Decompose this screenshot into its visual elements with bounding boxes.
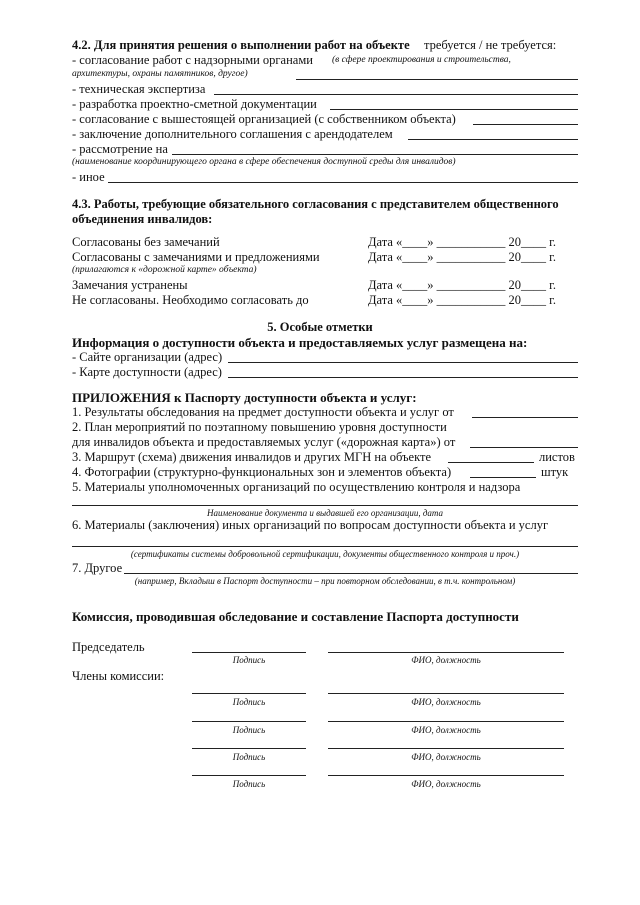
blank-line[interactable] [72, 505, 578, 506]
section-4-3-title-2: объединения инвалидов: [72, 212, 213, 226]
item-design-docs: - разработка проектно-сметной документации [72, 97, 317, 111]
signature-caption: Подпись [232, 752, 266, 762]
approval-row-date[interactable]: Дата «____» ___________ 20____ г. [368, 278, 557, 292]
appendix-7: 7. Другое [72, 561, 123, 575]
section-4-2-title-tail: требуется / не требуется: [424, 38, 557, 52]
appendix-3: 3. Маршрут (схема) движения инвалидов и других МГН на объекте [72, 450, 432, 464]
blank-line[interactable] [470, 477, 536, 478]
appendix-6: 6. Материалы (заключения) иных организаций по вопросам доступности объекта и услуг [72, 518, 549, 532]
name-caption: ФИО, должность [411, 725, 481, 735]
site-address-field[interactable] [228, 362, 578, 363]
blank-line[interactable] [72, 546, 578, 547]
item-supervisory-note2: архитектуры, охраны памятников, другое) [72, 69, 248, 79]
blank-line[interactable] [330, 109, 578, 110]
approval-row-date[interactable]: Дата «____» ___________ 20____ г. [368, 250, 557, 264]
approval-row-date[interactable]: Дата «____» ___________ 20____ г. [368, 293, 557, 307]
appendix-3-unit: листов [539, 450, 575, 464]
name-caption: ФИО, должность [411, 697, 481, 707]
item-supervisory-note: (в сфере проектирования и строительства, [332, 55, 511, 65]
members-label: Члены комиссии: [72, 669, 165, 683]
approval-row-note: (прилагаются к «дорожной карте» объекта) [72, 265, 257, 275]
approval-row-date[interactable]: Дата «____» ___________ 20____ г. [368, 235, 557, 249]
signature-line[interactable] [192, 693, 306, 694]
appendix-6-note: (сертификаты системы добровольной сертификации, документы общественного контроля и проч.) [130, 549, 520, 559]
name-caption: ФИО, должность [411, 752, 481, 762]
blank-line[interactable] [124, 573, 578, 574]
section-4-3-title: 4.3. Работы, требующие обязательного согласования с представителем общественного [72, 197, 559, 211]
appendix-7-note: (например, Вкладыш в Паспорт доступности – при повторном обследовании, в т.ч. контрольном) [134, 576, 516, 586]
appendix-2-cont: для инвалидов объекта и предоставляемых услуг («дорожная карта») от [72, 435, 456, 449]
blank-line[interactable] [473, 124, 578, 125]
appendix-5-note: Наименование документа и выдавшей его организации, дата [206, 508, 443, 518]
appendix-2: 2. План мероприятий по поэтапному повышению уровня доступности [72, 420, 447, 434]
name-line[interactable] [328, 693, 564, 694]
item-review-note: (наименование координирующего органа в сфере обеспечения доступной среды для инвалидов) [72, 157, 456, 167]
name-line[interactable] [328, 775, 564, 776]
name-caption: ФИО, должность [411, 779, 481, 789]
item-review: - рассмотрение на [72, 142, 168, 156]
blank-line[interactable] [408, 139, 578, 140]
approval-row-label: Согласованы с замечаниями и предложениями [72, 250, 320, 264]
item-supervisory: - согласование работ с надзорными органами [72, 53, 313, 67]
accessibility-info-title: Информация о доступности объекта и предоставляемых услуг размещена на: [72, 335, 528, 350]
map-address-field[interactable] [228, 377, 578, 378]
item-expertise: - техническая экспертиза [72, 82, 206, 96]
signature-line[interactable] [192, 652, 306, 653]
item-lease-agreement: - заключение дополнительного соглашения с арендодателем [72, 127, 393, 141]
approval-row-label: Замечания устранены [72, 278, 188, 292]
approval-row-label: Не согласованы. Необходимо согласовать до [72, 293, 309, 307]
signature-caption: Подпись [232, 779, 266, 789]
appendix-5: 5. Материалы уполномоченных организаций по осуществлению контроля и надзора [72, 480, 521, 494]
section-5-title: 5. Особые отметки [267, 320, 373, 334]
appendices-title: ПРИЛОЖЕНИЯ к Паспорту доступности объекта и услуг: [72, 390, 417, 405]
name-line[interactable] [328, 748, 564, 749]
item-other: - иное [72, 170, 105, 184]
appendix-4-unit: штук [541, 465, 569, 479]
signature-line[interactable] [192, 721, 306, 722]
name-caption: ФИО, должность [411, 655, 481, 665]
site-address-label: - Сайте организации (адрес) [72, 350, 223, 364]
map-address-label: - Карте доступности (адрес) [72, 365, 222, 379]
chair-label: Председатель [72, 640, 145, 654]
blank-line[interactable] [472, 417, 578, 418]
item-owner-approval: - согласование с вышестоящей организацией (с собственником объекта) [72, 112, 456, 126]
blank-line[interactable] [296, 79, 578, 80]
appendix-1: 1. Результаты обследования на предмет доступности объекта и услуг от [72, 405, 454, 419]
name-line[interactable] [328, 721, 564, 722]
signature-caption: Подпись [232, 697, 266, 707]
blank-line[interactable] [214, 94, 578, 95]
blank-line[interactable] [448, 462, 534, 463]
section-4-2-title: 4.2. Для принятия решения о выполнении работ на объекте [72, 38, 410, 52]
signature-caption: Подпись [232, 725, 266, 735]
blank-line[interactable] [470, 447, 578, 448]
signature-line[interactable] [192, 775, 306, 776]
blank-line[interactable] [108, 182, 578, 183]
name-line[interactable] [328, 652, 564, 653]
approval-row-label: Согласованы без замечаний [72, 235, 220, 249]
blank-line[interactable] [172, 154, 578, 155]
appendix-4: 4. Фотографии (структурно-функциональных зон и элементов объекта) [72, 465, 452, 479]
signature-caption: Подпись [232, 655, 266, 665]
commission-title: Комиссия, проводившая обследование и составление Паспорта доступности [72, 609, 519, 624]
signature-line[interactable] [192, 748, 306, 749]
